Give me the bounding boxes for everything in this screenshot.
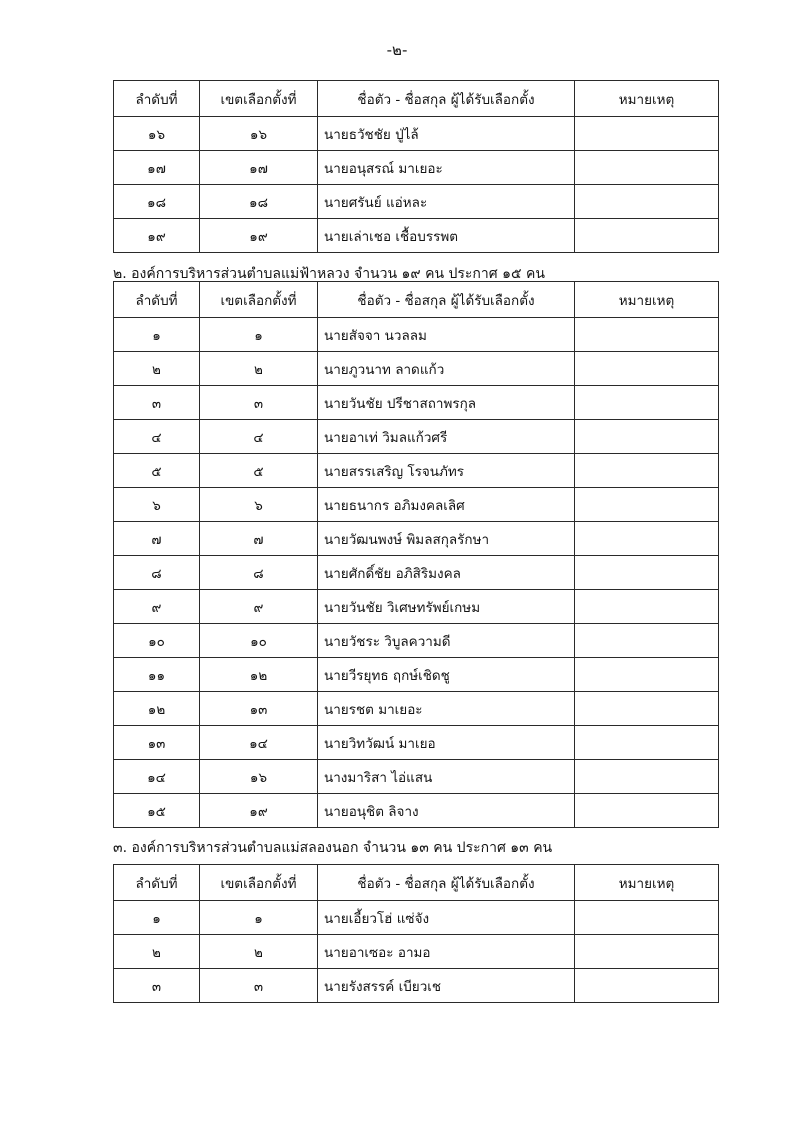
page-number: -๒- — [386, 41, 408, 59]
cell-note — [575, 624, 719, 658]
table-row — [114, 590, 719, 624]
cell-note — [575, 969, 719, 1003]
table-row — [114, 117, 719, 151]
table-header-row — [114, 865, 719, 901]
cell-seq: ๓ — [114, 386, 200, 420]
cell-note — [575, 522, 719, 556]
column-header-zone: เขตเลือกตั้งที่ — [200, 282, 318, 318]
cell-seq: ๔ — [114, 420, 200, 454]
cell-note — [575, 219, 719, 253]
column-header-seq: ลำดับที่ — [114, 282, 200, 318]
cell-name: นายภูวนาท ลาดแก้ว — [318, 352, 575, 386]
cell-seq: ๑ — [114, 901, 200, 935]
section-3-title: ๓. องค์การบริหารส่วนตำบลแม่สลองนอก จำนวน ๑๓ คน ประกาศ ๑๓ คน — [113, 840, 553, 856]
table-row — [114, 624, 719, 658]
cell-note — [575, 185, 719, 219]
cell-note — [575, 117, 719, 151]
table-row — [114, 658, 719, 692]
cell-name: นางมาริสา ไอ่แสน — [318, 760, 575, 794]
cell-seq: ๑๕ — [114, 794, 200, 828]
cell-zone: ๑๒ — [200, 658, 318, 692]
cell-note — [575, 935, 719, 969]
cell-zone: ๘ — [200, 556, 318, 590]
cell-name: นายอาเท่ วิมลแก้วศรี — [318, 420, 575, 454]
column-header-name: ชื่อตัว - ชื่อสกุล ผู้ได้รับเลือกตั้ง — [318, 81, 575, 117]
column-header-note: หมายเหตุ — [575, 81, 719, 117]
section-2-title: ๒. องค์การบริหารส่วนตำบลแม่ฟ้าหลวง จำนวน ๑๙ คน ประกาศ ๑๕ คน — [113, 266, 545, 282]
cell-name: นายอนุสรณ์ มาเยอะ — [318, 151, 575, 185]
column-header-seq: ลำดับที่ — [114, 81, 200, 117]
table-row — [114, 488, 719, 522]
cell-note — [575, 386, 719, 420]
cell-seq: ๗ — [114, 522, 200, 556]
table-row — [114, 151, 719, 185]
results-table-1 — [113, 80, 719, 253]
cell-seq: ๑๙ — [114, 219, 200, 253]
cell-zone: ๙ — [200, 590, 318, 624]
cell-seq: ๑๖ — [114, 117, 200, 151]
cell-name: นายธวัชชัย ปู่ไล้ — [318, 117, 575, 151]
cell-name: นายวัชระ วิบูลความดี — [318, 624, 575, 658]
cell-note — [575, 726, 719, 760]
cell-zone: ๔ — [200, 420, 318, 454]
cell-zone: ๒ — [200, 352, 318, 386]
cell-seq: ๒ — [114, 352, 200, 386]
table-row — [114, 420, 719, 454]
column-header-name: ชื่อตัว - ชื่อสกุล ผู้ได้รับเลือกตั้ง — [318, 282, 575, 318]
table-row — [114, 794, 719, 828]
table-header-row — [114, 282, 719, 318]
table-row — [114, 522, 719, 556]
cell-name: นายสรรเสริญ โรจนภัทร — [318, 454, 575, 488]
cell-seq: ๑๗ — [114, 151, 200, 185]
cell-zone: ๓ — [200, 386, 318, 420]
cell-name: นายวัฒนพงษ์ พิมลสกุลรักษา — [318, 522, 575, 556]
cell-zone: ๑๘ — [200, 185, 318, 219]
cell-seq: ๓ — [114, 969, 200, 1003]
cell-seq: ๑๒ — [114, 692, 200, 726]
cell-note — [575, 901, 719, 935]
cell-note — [575, 318, 719, 352]
cell-seq: ๑๑ — [114, 658, 200, 692]
cell-note — [575, 658, 719, 692]
cell-name: นายอาเซอะ อามอ — [318, 935, 575, 969]
table-row — [114, 901, 719, 935]
cell-name: นายเอี้ยวโฮ่ แซ่จัง — [318, 901, 575, 935]
cell-zone: ๑๗ — [200, 151, 318, 185]
results-table-2 — [113, 281, 719, 828]
column-header-zone: เขตเลือกตั้งที่ — [200, 81, 318, 117]
cell-seq: ๑๔ — [114, 760, 200, 794]
cell-note — [575, 760, 719, 794]
cell-zone: ๑๔ — [200, 726, 318, 760]
table-row — [114, 318, 719, 352]
cell-name: นายวันชัย ปรีชาสถาพรกุล — [318, 386, 575, 420]
cell-name: นายรังสรรค์ เบียวเช — [318, 969, 575, 1003]
cell-name: นายสัจจา นวลลม — [318, 318, 575, 352]
cell-name: นายรชต มาเยอะ — [318, 692, 575, 726]
cell-name: นายศักดิ์ชัย อภิสิริมงคล — [318, 556, 575, 590]
table-row — [114, 692, 719, 726]
column-header-zone: เขตเลือกตั้งที่ — [200, 865, 318, 901]
cell-note — [575, 352, 719, 386]
cell-zone: ๑๓ — [200, 692, 318, 726]
cell-zone: ๑๙ — [200, 794, 318, 828]
table-row — [114, 935, 719, 969]
cell-name: นายธนากร อภิมงคลเลิศ — [318, 488, 575, 522]
cell-zone: ๑๖ — [200, 760, 318, 794]
cell-zone: ๓ — [200, 969, 318, 1003]
table-row — [114, 386, 719, 420]
cell-seq: ๕ — [114, 454, 200, 488]
results-table-3 — [113, 864, 719, 1003]
cell-zone: ๒ — [200, 935, 318, 969]
cell-seq: ๑๓ — [114, 726, 200, 760]
cell-seq: ๑๘ — [114, 185, 200, 219]
cell-zone: ๑ — [200, 318, 318, 352]
cell-seq: ๙ — [114, 590, 200, 624]
table-row — [114, 219, 719, 253]
table-header-row — [114, 81, 719, 117]
cell-name: นายศรันย์ แอ่หละ — [318, 185, 575, 219]
cell-seq: ๑ — [114, 318, 200, 352]
cell-note — [575, 794, 719, 828]
table-row — [114, 726, 719, 760]
cell-zone: ๑๙ — [200, 219, 318, 253]
cell-note — [575, 488, 719, 522]
cell-name: นายอนุชิต ลิจาง — [318, 794, 575, 828]
cell-zone: ๖ — [200, 488, 318, 522]
table-row — [114, 185, 719, 219]
cell-note — [575, 556, 719, 590]
cell-note — [575, 692, 719, 726]
table-row — [114, 760, 719, 794]
cell-zone: ๑๐ — [200, 624, 318, 658]
cell-note — [575, 420, 719, 454]
table-row — [114, 969, 719, 1003]
cell-note — [575, 454, 719, 488]
cell-seq: ๘ — [114, 556, 200, 590]
cell-note — [575, 590, 719, 624]
cell-zone: ๕ — [200, 454, 318, 488]
cell-zone: ๑ — [200, 901, 318, 935]
cell-name: นายเล่าเชอ เชื้อบรรพต — [318, 219, 575, 253]
cell-seq: ๑๐ — [114, 624, 200, 658]
column-header-seq: ลำดับที่ — [114, 865, 200, 901]
cell-seq: ๖ — [114, 488, 200, 522]
table-row — [114, 556, 719, 590]
cell-seq: ๒ — [114, 935, 200, 969]
column-header-name: ชื่อตัว - ชื่อสกุล ผู้ได้รับเลือกตั้ง — [318, 865, 575, 901]
table-row — [114, 352, 719, 386]
cell-name: นายวันชัย วิเศษทรัพย์เกษม — [318, 590, 575, 624]
table-row — [114, 454, 719, 488]
column-header-note: หมายเหตุ — [575, 865, 719, 901]
cell-name: นายวิทวัฒน์ มาเยอ — [318, 726, 575, 760]
cell-note — [575, 151, 719, 185]
cell-zone: ๗ — [200, 522, 318, 556]
cell-name: นายวีรยุทธ ฤกษ์เชิดชู — [318, 658, 575, 692]
column-header-note: หมายเหตุ — [575, 282, 719, 318]
cell-zone: ๑๖ — [200, 117, 318, 151]
